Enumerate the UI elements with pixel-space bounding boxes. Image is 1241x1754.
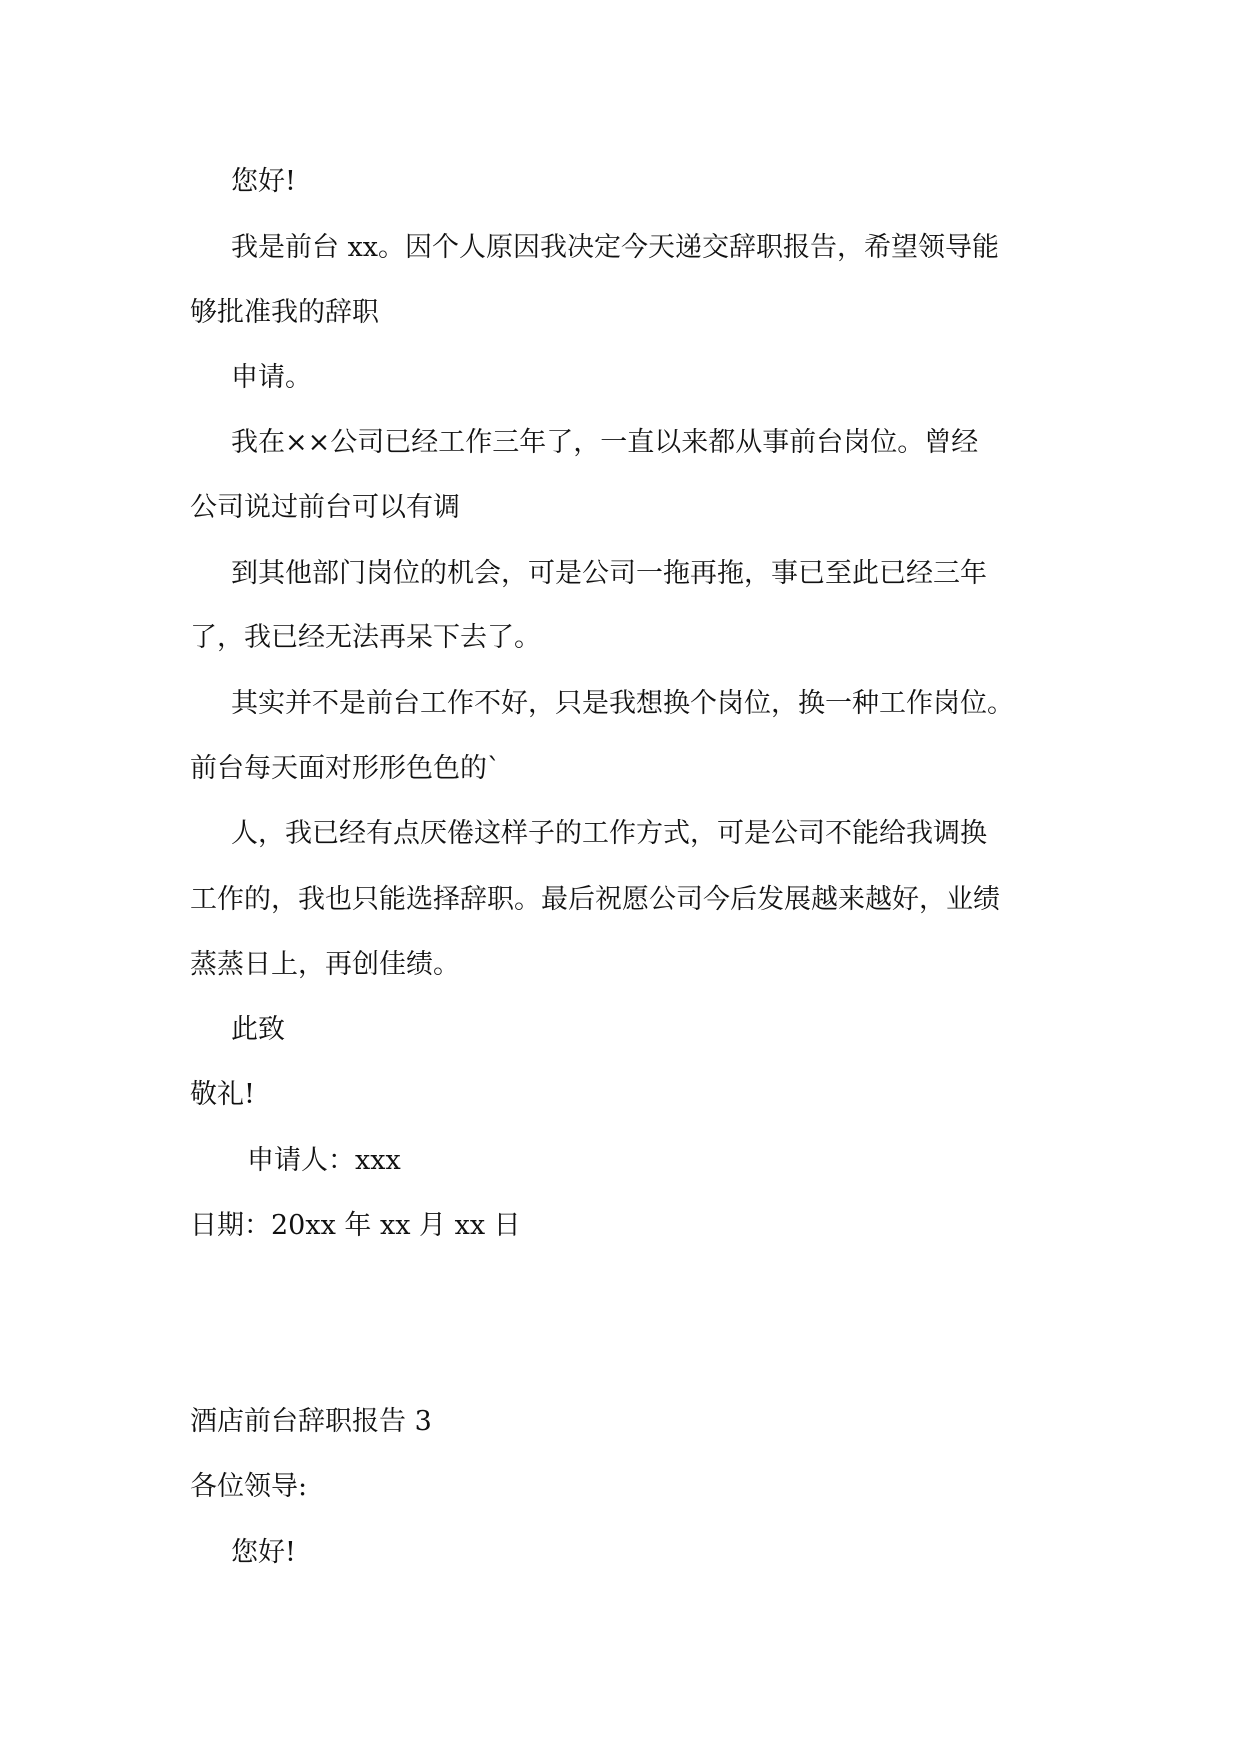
body-line: 工作的，我也只能选择辞职。最后祝愿公司今后发展越来越好，业绩 <box>190 884 1000 915</box>
date-line: 日期：20xx 年 xx 月 xx 日 <box>190 1210 521 1241</box>
applicant-line: 申请人：xxx <box>247 1145 401 1176</box>
greeting: 您好! <box>231 1537 296 1568</box>
body-line: 人，我已经有点厌倦这样子的工作方式，可是公司不能给我调换 <box>231 818 987 849</box>
body-line: 蒸蒸日上，再创佳绩。 <box>190 949 460 980</box>
greeting: 您好! <box>231 166 296 197</box>
body-line: 公司说过前台可以有调 <box>190 492 460 523</box>
section-title: 酒店前台辞职报告 3 <box>190 1406 432 1437</box>
body-line: 到其他部门岗位的机会，可是公司一拖再拖，事已至此已经三年 <box>231 558 987 589</box>
body-line: 申请。 <box>231 362 312 393</box>
body-line: 前台每天面对形形色色的` <box>190 753 501 784</box>
body-line: 我是前台 xx。因个人原因我决定今天递交辞职报告，希望领导能 <box>231 232 1000 263</box>
closing-line: 此致 <box>231 1014 285 1045</box>
body-line: 够批准我的辞职 <box>190 297 379 328</box>
body-line: 其实并不是前台工作不好，只是我想换个岗位，换一种工作岗位。 <box>231 688 1014 719</box>
body-line: 了，我已经无法再呆下去了。 <box>190 622 541 653</box>
body-line: 我在××公司已经工作三年了，一直以来都从事前台岗位。曾经 <box>231 427 979 458</box>
salutation-line: 敬礼! <box>190 1079 255 1110</box>
addressee-line: 各位领导: <box>190 1471 308 1502</box>
